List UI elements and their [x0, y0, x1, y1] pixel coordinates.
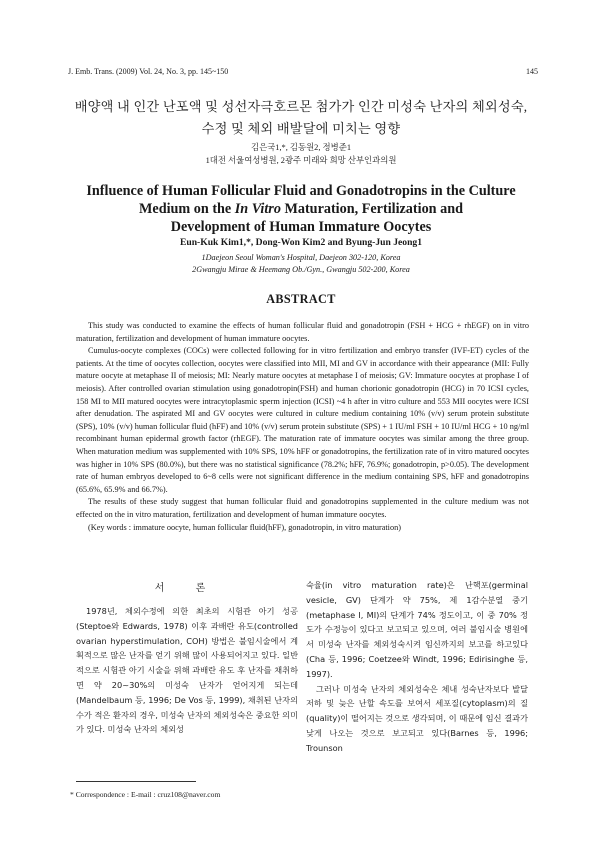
korean-title-line2: 수정 및 체외 배발달에 미치는 영향	[201, 121, 401, 136]
abstract-paragraph-2: Cumulus-oocyte complexes (COCs) were collected following for in vitro fertilization and embryo transfer (IVF-ET) cycles of the patients. At the time of oocytes collection, oocytes were classified into MII, MI and GV in accordance with their appearance (MII: Fully mature oocyte at metaphase II of meiosis; MI: Nearly mature oocytes at metaphase I of meiosis; GV: Immature oocytes at prophase I of meiosis). After controlled ovarian stimulation using gonadotropin(FSH) and human chorionic gonadotropin (HCG) in 70 ICSI cycles, 158 MI to MII matured oocytes were intracytoplasmic sperm injection (ICSI) ~4 h after in vitro culture and 553 MII oocytes were ICSI after denudation. The aspirated MI and GV oocytes were cultured in culture medium containing 10% (v/v) serum protein substitute (SPS), 10% (v/v) human follicular fluid (hFF) and 10% (v/v) serum protein substitute (SPS) + 1 IU/ml FSH + 10 IU/ml HCG + 10 ng/ml recombinant human epidermal growth factor (rhEGF). The maturation rate of immature oocytes was similar among the three group. When maturation medium was supplemented with 10% SPS, 10% hFF or gonadotropins, the fertilization rate of in vitro matured oocytes was higher in 10% SPS (80.0%), but there was no statistical significance (78.2%; hFF, 76.9%; gonadotropin, p>0.05). The development rate of human embryos developed to 6~8 cells were not significant difference in the medium containing SPS, hFF and gonadotropins (65.6%, 65.9% and 66.7%).	[76, 346, 529, 494]
correspondence-footnote: * Correspondence : E-mail : cruz108@naver.com	[70, 790, 221, 799]
affiliation-1: 1Daejeon Seoul Woman's Hospital, Daejeon 302-120, Korea	[201, 253, 401, 262]
korean-authors-block	[60, 141, 542, 167]
intro-paragraph-right-1: 숙율(in vitro maturation rate)은 난핵포(germinal vesicle, GV) 단계가 약 75%, 제 1감수분열 중기(metaphase I, MI)의 단계가 74% 정도이고, 이 중 70% 정도가 수정능이 있다고 보고되고 있으며, 여러 불임시술 병원에서 미성숙 난자를 체외성숙시켜 임신까지의 보고를 하고있다(Cha 등, 1996; Coetzee와 Windt, 1996; Edirisinghe 등, 1997).	[306, 580, 528, 679]
abstract-heading: ABSTRACT	[266, 292, 336, 306]
page-number: 145	[526, 67, 538, 76]
english-title-line2	[40, 200, 562, 218]
body-left-column	[76, 604, 298, 737]
korean-affiliation: 1대전 서울여성병원, 2광주 미래와 희망 산부인과의원	[205, 156, 397, 165]
english-title-line1: Influence of Human Follicular Fluid and Gonadotropins in the Culture	[86, 183, 516, 199]
english-title-line3: Development of Human Immature Oocytes	[170, 219, 432, 235]
intro-paragraph-right-2: 그러나 미성숙 난자의 체외성숙은 체내 성숙난자보다 발달저하 및 늦은 난할 속도를 보여서 세포질(cytoplasm)의 질(quality)이 떨어지는 것으로 생각되며, 이 때문에 임신 결과가 낮게 나오는 것으로 보고되고 있다(Barnes 등, 1996; Trounson	[306, 683, 528, 753]
intro-paragraph-left: 1978년, 체외수정에 의한 최초의 시험관 아기 성공(Steptoe와 Edwards, 1978) 이후 과배란 유도(controlled ovarian hyperstimulation, COH) 방법은 불임시술에서 계획적으로 많은 난자를 얻기 위해 많이 사용되어지고 있다. 일반적으로 시험관 아기 시술을 위해 과배란 유도 후 난자를 채취하면 약 20~30%의 미성숙 난자가 얻어지게 되는데(Mandelbaum 등, 1996; De Vos 등, 1999), 채취된 난자의 수가 적은 환자의 경우, 미성숙 난자의 체외성숙은 중요한 의미가 있다. 미성숙 난자의 체외성	[76, 606, 298, 735]
introduction-heading: 서 론	[154, 583, 220, 594]
title-italic-fragment: In Vitro	[234, 201, 281, 217]
abstract-paragraph-1: This study was conducted to examine the effects of human follicular fluid and gonadotropin (FSH + HCG + rhEGF) on in vitro maturation, fertilization and development of human immature oocytes.	[76, 321, 529, 343]
affiliation-2: 2Gwangju Mirae & Heemang Ob./Gyn., Gwangju 502-200, Korea	[192, 265, 410, 274]
abstract-keywords: (Key words : immature oocyte, human follicular fluid(hFF), gonadotropin, in vitro maturation)	[88, 522, 401, 532]
footnote-rule	[76, 781, 196, 782]
korean-title-line1: 배양액 내 인간 난포액 및 성선자극호르몬 첨가가 인간 미성숙 난자의 체외성숙,	[74, 99, 528, 114]
korean-authors: 김은국1,*, 김동원2, 정병준1	[250, 143, 352, 152]
title-fragment: Maturation, Fertilization and	[280, 201, 463, 217]
abstract-paragraph-3: The results of these study suggest that human follicular fluid and gonadotropins supplemented in the culture medium was not effected on the in vitro maturation, fertilization and development of human immature oocytes.	[76, 497, 529, 519]
body-right-column	[306, 578, 528, 756]
english-affiliations	[40, 252, 562, 276]
korean-title	[60, 96, 542, 140]
english-title	[40, 182, 562, 236]
english-authors: Eun-Kuk Kim1,*, Dong-Won Kim2 and Byung-Jun Jeong1	[179, 237, 423, 248]
journal-citation: J. Emb. Trans. (2009) Vol. 24, No. 3, pp. 145~150	[68, 67, 229, 76]
title-fragment: Medium on the	[139, 201, 235, 217]
abstract-body	[76, 320, 529, 534]
running-head	[68, 67, 538, 76]
